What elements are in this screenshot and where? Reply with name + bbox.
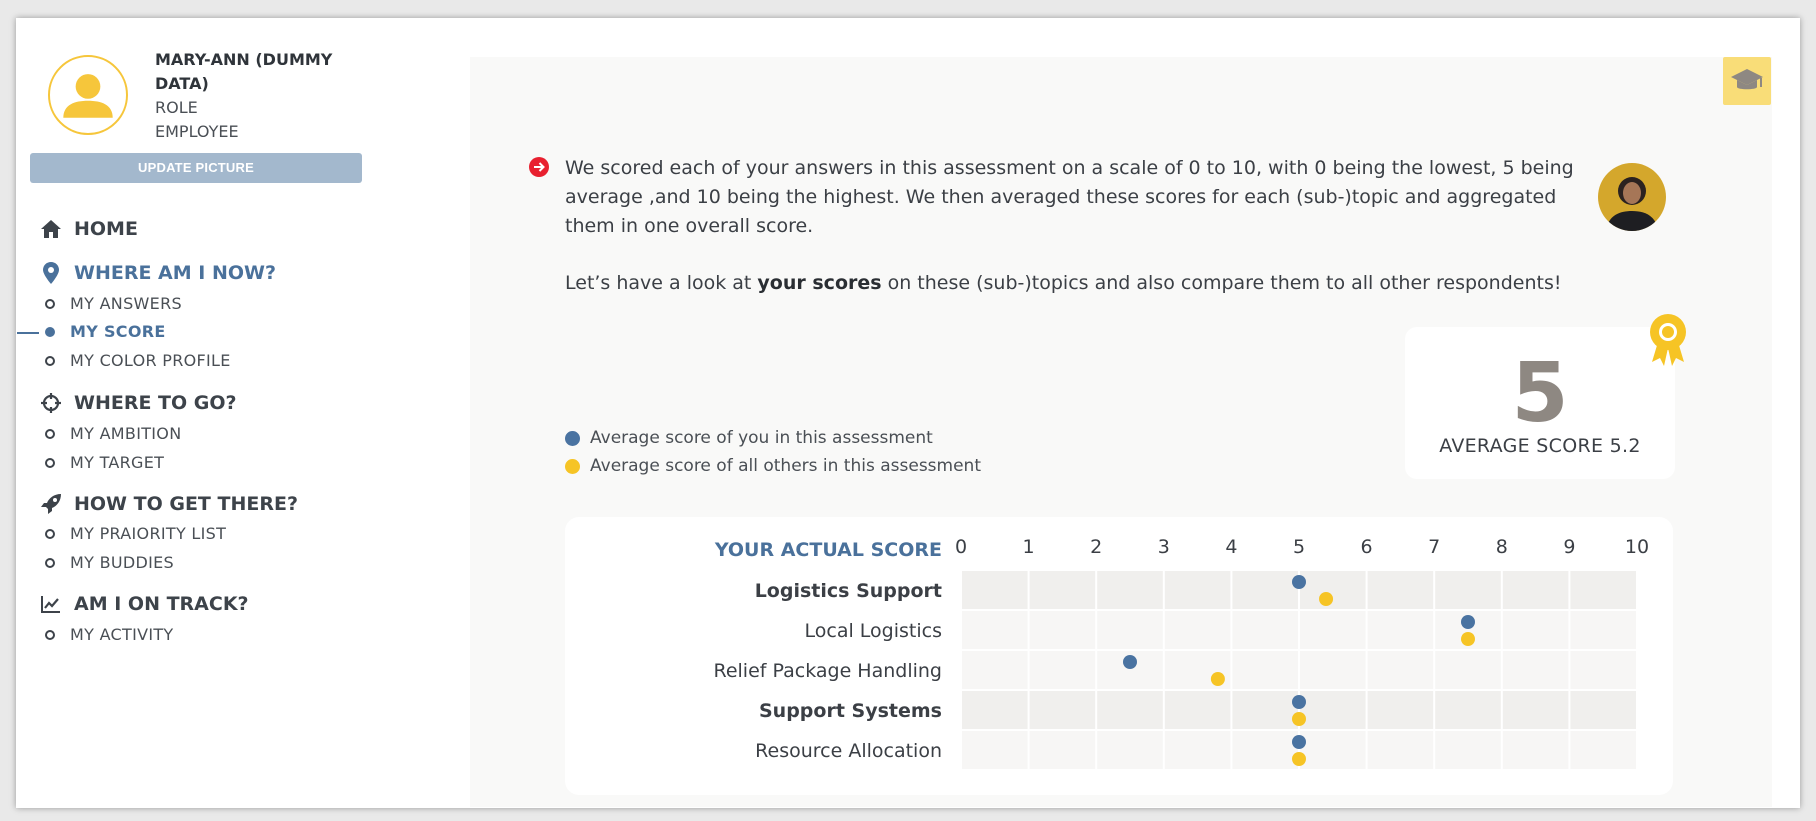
category-label: Support Systems — [759, 700, 942, 722]
nav-home[interactable] — [40, 218, 138, 240]
grid-cell — [1165, 691, 1231, 729]
x-tick-label: 0 — [954, 536, 968, 558]
grid-cell — [1232, 651, 1298, 689]
rocket-icon — [40, 493, 62, 515]
legend-others-dot — [565, 459, 580, 474]
point-others — [1211, 672, 1225, 686]
grid-cell — [1570, 731, 1636, 769]
category-label: Local Logistics — [804, 620, 942, 642]
nav-my-activity[interactable] — [45, 625, 174, 644]
category-label: Relief Package Handling — [713, 660, 942, 682]
x-tick-label: 3 — [1157, 536, 1170, 558]
category-label: Resource Allocation — [755, 740, 942, 762]
grid-cell — [1232, 731, 1298, 769]
grid-cell — [1435, 691, 1501, 729]
grid-cell — [1300, 731, 1366, 769]
grid-cell — [1165, 611, 1231, 649]
grid-cell — [1570, 611, 1636, 649]
grid-cell — [1503, 651, 1569, 689]
point-you — [1292, 575, 1306, 589]
avatar[interactable] — [48, 55, 128, 135]
graduation-cap-icon — [1729, 67, 1765, 95]
x-tick-label: 2 — [1090, 536, 1103, 558]
intro-paragraph: We scored each of your answers in this assessment on a scale of 0 to 10, with 0 being the lowest, 5 being average ,and 10 being the highest. We then averaged these scores for each (sub-)topic and aggregated them in one overall score. — [565, 157, 1574, 237]
intro-text-before: Let’s have a look at — [565, 272, 758, 294]
grid-cell — [1300, 611, 1366, 649]
grid-cell — [1570, 651, 1636, 689]
nav-my-score-label: MY SCORE — [70, 322, 166, 341]
point-others — [1292, 712, 1306, 726]
grid-cell — [1368, 651, 1434, 689]
category-label: Logistics Support — [754, 580, 942, 602]
nav-my-target[interactable] — [45, 453, 164, 472]
coach-avatar — [1598, 163, 1666, 231]
grid-cell — [1097, 691, 1163, 729]
grid-cell — [962, 651, 1028, 689]
score-chart — [565, 517, 1673, 795]
grid-cell — [1503, 731, 1569, 769]
intro-text-bold: your scores — [757, 272, 882, 294]
bullet-icon — [45, 327, 55, 337]
bullet-icon — [45, 458, 55, 468]
grid-cell — [1435, 731, 1501, 769]
grid-cell — [1503, 691, 1569, 729]
score-value: 5 — [1511, 346, 1569, 441]
intro-text-after: on these (sub-)topics and also compare them to all other respondents! — [881, 272, 1562, 294]
grid-cell — [1232, 691, 1298, 729]
bullet-icon — [45, 558, 55, 568]
grid-cell — [1165, 571, 1231, 609]
nav-my-target-label: MY TARGET — [70, 453, 165, 472]
legend-others — [565, 456, 981, 476]
active-indicator — [17, 332, 39, 334]
grid-cell — [1570, 571, 1636, 609]
learning-button[interactable] — [1723, 57, 1771, 105]
x-tick-label: 5 — [1292, 536, 1306, 558]
update-picture-button[interactable]: UPDATE PICTURE — [30, 153, 362, 183]
nav-my-buddies-label: MY BUDDIES — [70, 553, 174, 572]
x-tick-label: 10 — [1624, 536, 1650, 558]
score-chart-card — [565, 517, 1673, 795]
map-pin-icon — [40, 262, 62, 284]
grid-cell — [962, 691, 1028, 729]
grid-cell — [1030, 731, 1096, 769]
grid-cell — [1030, 571, 1096, 609]
grid-cell — [962, 731, 1028, 769]
grid-cell — [1232, 611, 1298, 649]
user-type: EMPLOYEE — [155, 122, 239, 141]
point-you — [1461, 615, 1475, 629]
nav-where-am-i-now-label: WHERE AM I NOW? — [74, 262, 277, 284]
grid-cell — [1300, 691, 1366, 729]
line-chart-icon — [40, 593, 62, 615]
x-tick-label: 4 — [1225, 536, 1238, 558]
home-icon — [40, 218, 62, 240]
grid-cell — [1368, 691, 1434, 729]
nav-my-score[interactable] — [45, 322, 166, 341]
grid-cell — [1030, 691, 1096, 729]
grid-cell — [1030, 651, 1096, 689]
nav-my-buddies[interactable] — [45, 553, 174, 572]
grid-cell — [1300, 571, 1366, 609]
grid-cell — [962, 571, 1028, 609]
nav-my-ambition-label: MY AMBITION — [70, 424, 182, 443]
grid-cell — [1165, 731, 1231, 769]
grid-cell — [1368, 611, 1434, 649]
nav-my-answers-label: MY ANSWERS — [70, 294, 182, 313]
nav-my-color-profile[interactable] — [45, 351, 231, 370]
nav-am-i-on-track-label: AM I ON TRACK? — [74, 593, 249, 615]
x-tick-label: 7 — [1428, 536, 1441, 558]
legend-you-label: Average score of you in this assessment — [590, 428, 933, 448]
nav-how-to-get-there[interactable] — [40, 493, 298, 515]
grid-cell — [1030, 611, 1096, 649]
nav-my-ambition[interactable] — [45, 424, 181, 443]
grid-cell — [1570, 691, 1636, 729]
grid-cell — [1503, 571, 1569, 609]
legend-you — [565, 428, 933, 448]
coach-portrait-icon — [1598, 163, 1666, 231]
arrow-right-circle-icon — [529, 157, 549, 177]
grid-cell — [1232, 571, 1298, 609]
grid-cell — [1097, 611, 1163, 649]
user-name: MARY-ANN (DUMMY DATA) — [155, 50, 333, 93]
legend-you-dot — [565, 431, 580, 446]
grid-cell — [1435, 651, 1501, 689]
bullet-icon — [45, 356, 55, 366]
point-you — [1292, 695, 1306, 709]
nav-how-to-get-there-label: HOW TO GET THERE? — [74, 493, 298, 515]
award-ribbon-icon — [1646, 312, 1690, 366]
nav-where-to-go-label: WHERE TO GO? — [74, 392, 237, 414]
bullet-icon — [45, 429, 55, 439]
x-tick-label: 6 — [1360, 536, 1373, 558]
bullet-icon — [45, 630, 55, 640]
nav-my-priority-list[interactable] — [45, 524, 226, 543]
x-tick-label: 1 — [1022, 536, 1035, 558]
point-you — [1123, 655, 1137, 669]
grid-cell — [962, 611, 1028, 649]
user-role: ROLE — [155, 98, 198, 117]
point-others — [1292, 752, 1306, 766]
grid-cell — [1435, 571, 1501, 609]
x-tick-label: 9 — [1563, 536, 1576, 558]
chart-title: YOUR ACTUAL SCORE — [714, 539, 942, 561]
grid-cell — [1097, 571, 1163, 609]
point-others — [1461, 632, 1475, 646]
grid-cell — [1300, 651, 1366, 689]
nav-where-to-go[interactable] — [40, 392, 237, 414]
grid-cell — [1368, 731, 1434, 769]
grid-cell — [1503, 611, 1569, 649]
nav-my-activity-label: MY ACTIVITY — [70, 625, 174, 644]
grid-cell — [1368, 571, 1434, 609]
nav-my-color-profile-label: MY COLOR PROFILE — [70, 351, 231, 370]
grid-cell — [1097, 731, 1163, 769]
legend-others-label: Average score of all others in this assessment — [590, 456, 981, 476]
intro-paragraph-2 — [565, 269, 1575, 298]
point-you — [1292, 735, 1306, 749]
nav-home-label: HOME — [74, 218, 138, 240]
crosshair-icon — [40, 392, 62, 414]
bullet-icon — [45, 299, 55, 309]
average-score-card — [1405, 327, 1675, 479]
nav-my-answers[interactable] — [45, 294, 182, 313]
score-label: AVERAGE SCORE 5.2 — [1439, 435, 1641, 457]
bullet-icon — [45, 529, 55, 539]
nav-am-i-on-track[interactable] — [40, 593, 249, 615]
nav-where-am-i-now[interactable] — [40, 262, 276, 284]
nav-my-priority-list-label: MY PRAIORITY LIST — [70, 524, 227, 543]
user-avatar-icon — [50, 57, 126, 133]
x-tick-label: 8 — [1495, 536, 1508, 558]
point-others — [1319, 592, 1333, 606]
